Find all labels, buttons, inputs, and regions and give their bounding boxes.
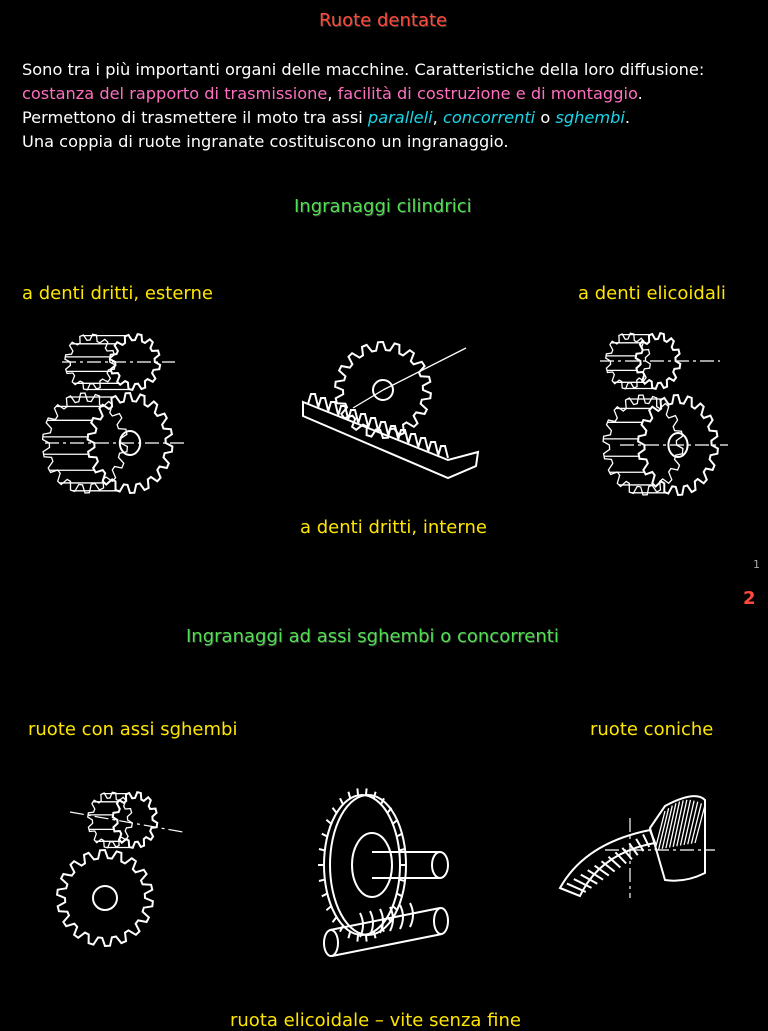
intro-sep: , (432, 108, 443, 127)
page-title: Ruote dentate (319, 10, 448, 31)
intro-highlight-ease: facilità di costruzione e di montaggio (337, 84, 638, 103)
intro-line-3 (22, 106, 704, 130)
intro-sep: o (535, 108, 556, 127)
intro-line-2 (22, 82, 704, 106)
label-worm: ruota elicoidale – vite senza fine (230, 1010, 521, 1031)
section2-heading: Ingranaggi ad assi sghembi o concorrenti (186, 626, 559, 647)
worm-gear-icon (310, 780, 460, 965)
crossed-helical-gears-icon (55, 780, 195, 965)
page-number-small: 1 (753, 558, 760, 571)
intro-paragraph (22, 58, 704, 154)
axes-skew: sghembi (555, 108, 625, 127)
label-skew-axes: ruote con assi sghembi (28, 719, 238, 740)
intro-line-4: Una coppia di ruote ingranate costituiscono un ingranaggio. (22, 132, 509, 151)
intro-line-1: Sono tra i più importanti organi delle macchine. Caratteristiche della loro diffusione: (22, 60, 705, 79)
label-bevel: ruote coniche (590, 719, 714, 740)
intro-line-3-pre: Permettono di trasmettere il moto tra assi (22, 108, 368, 127)
axes-concurrent: concorrenti (442, 108, 536, 127)
label-helical: a denti elicoidali (578, 283, 726, 304)
bevel-gears-icon (555, 788, 725, 908)
axes-parallel: paralleli (367, 108, 433, 127)
bevel-upper-teeth-drawing (655, 800, 705, 850)
crossed-small-gear-drawing (88, 792, 158, 848)
intro-highlight-ratio: costanza del rapporto di trasmissione (22, 84, 328, 103)
page-number-big: 2 (743, 588, 756, 609)
section1-heading: Ingranaggi cilindrici (294, 196, 472, 217)
intro-end: . (637, 84, 643, 103)
label-straight-internal: a denti dritti, interne (300, 517, 487, 538)
rack-and-pinion-icon (298, 320, 488, 490)
crossed-large-gear-drawing (57, 850, 153, 946)
spur-gears-external-icon (40, 325, 190, 510)
label-straight-external: a denti dritti, esterne (22, 283, 213, 304)
intro-end: . (624, 108, 631, 127)
helical-gears-icon (590, 325, 730, 510)
intro-sep: , (327, 84, 338, 103)
